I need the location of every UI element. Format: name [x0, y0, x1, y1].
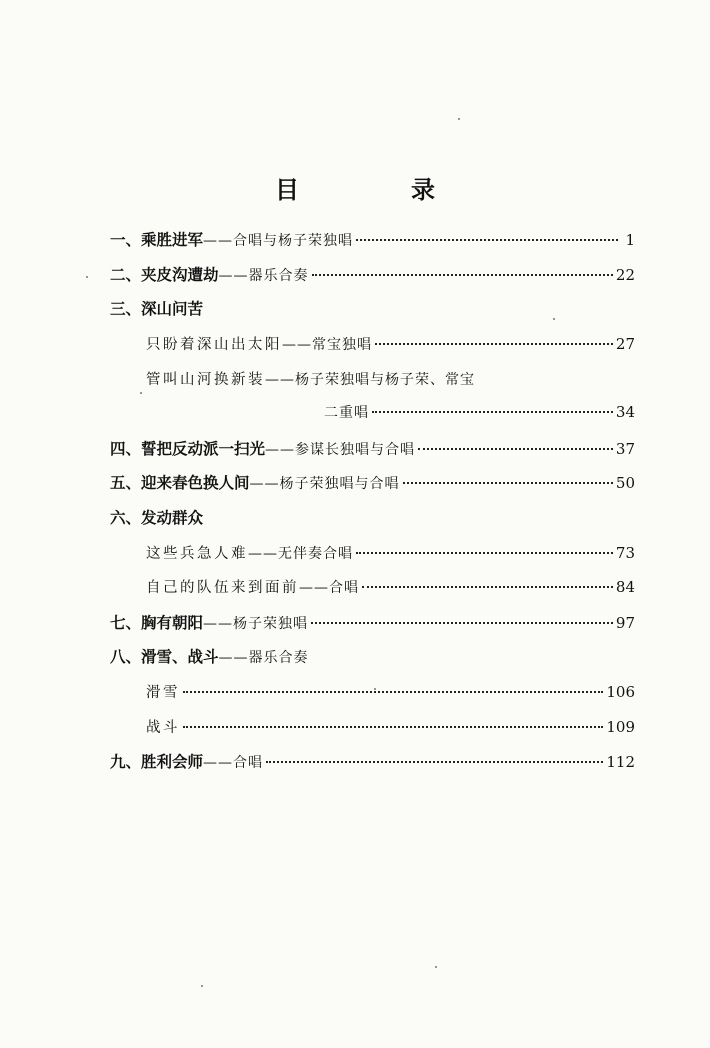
entry-page-number: 112: [606, 753, 635, 771]
entry-heading: 九、胜利会师: [110, 753, 204, 771]
entry-description: ——杨子荣独唱: [203, 615, 309, 632]
entry-heading: 七、胸有朝阳: [110, 613, 204, 632]
dot-leader: [183, 726, 603, 728]
entry-page-number: 22: [615, 265, 635, 284]
entry-page-number: 109: [606, 717, 635, 736]
entry-heading: 四、誓把反动派一扫光: [110, 439, 266, 458]
toc-entry-4[interactable]: [110, 437, 635, 472]
entry-description: ——杨子荣独唱与杨子荣、常宝: [265, 371, 475, 388]
table-of-contents: [110, 228, 635, 786]
toc-subentry-8-1[interactable]: [110, 681, 635, 716]
entry-page-number: 97: [615, 613, 635, 632]
entry-description: ——器乐合奏: [218, 650, 309, 666]
page-title: 目 录: [275, 176, 479, 204]
dot-leader: [266, 761, 603, 763]
entry-description: ——合唱: [299, 580, 359, 596]
entry-page-number: 84: [615, 578, 635, 596]
subentry-title: 滑雪: [146, 685, 180, 701]
toc-subentry-3-1[interactable]: [110, 333, 635, 368]
dot-leader: [418, 448, 613, 450]
entry-heading: 三、深山问苦: [110, 300, 204, 318]
entry-heading: 八、滑雪、战斗: [110, 648, 219, 666]
entry-description: ——无伴奏合唱: [248, 545, 353, 562]
entry-page-number: 50: [615, 474, 635, 492]
entry-description: 二重唱: [324, 405, 369, 421]
entry-heading: 五、迎来春色换人间: [110, 474, 250, 492]
dot-leader: [362, 586, 613, 588]
dot-leader: [372, 411, 613, 413]
entry-page-number: 34: [615, 403, 635, 421]
toc-entry-7[interactable]: [110, 611, 635, 646]
scan-speck: [458, 118, 460, 120]
dot-leader: [375, 343, 613, 345]
scan-speck: [201, 985, 203, 987]
scan-speck: [374, 688, 376, 690]
dot-leader: [356, 552, 613, 554]
entry-description: ——常宝独唱: [282, 337, 372, 353]
toc-subentry-3-2-continued[interactable]: [110, 402, 635, 437]
toc-entry-2[interactable]: [110, 263, 635, 298]
toc-subentry-8-2[interactable]: [110, 716, 635, 751]
subentry-title: 这些兵急人难: [146, 545, 248, 562]
entry-description: ——合唱: [203, 755, 264, 771]
dot-leader: [356, 239, 618, 241]
dot-leader: [311, 622, 613, 624]
dot-leader: [312, 274, 613, 276]
toc-subentry-6-1[interactable]: [110, 542, 635, 577]
dot-leader: [403, 482, 613, 484]
entry-page-number: 73: [615, 543, 635, 562]
scan-speck: [553, 318, 555, 320]
entry-description: ——杨子荣独唱与合唱: [249, 476, 400, 492]
entry-page-number: 1: [625, 231, 635, 249]
toc-subentry-6-2[interactable]: [110, 576, 635, 611]
toc-entry-9[interactable]: [110, 750, 635, 786]
scan-speck: [435, 966, 437, 968]
scan-speck: [86, 276, 88, 278]
entry-heading: 一、乘胜进军: [110, 231, 204, 249]
toc-entry-1[interactable]: [110, 228, 635, 263]
entry-heading: 六、发动群众: [110, 508, 204, 527]
toc-entry-3[interactable]: [110, 297, 635, 333]
toc-entry-6[interactable]: [110, 506, 635, 542]
entry-description: ——参谋长独唱与合唱: [265, 441, 416, 458]
subentry-title: 只盼着深山出太阳: [146, 337, 282, 353]
toc-subentry-3-2[interactable]: [110, 368, 635, 403]
entry-heading: 二、夹皮沟遭劫: [110, 265, 219, 284]
dot-leader: [183, 691, 603, 693]
entry-page-number: 37: [615, 439, 635, 458]
scan-speck: [140, 392, 142, 394]
subentry-title: 管叫山河换新装: [146, 371, 265, 388]
entry-page-number: 27: [615, 335, 635, 353]
subentry-title: 自己的队伍来到面前: [146, 580, 299, 596]
entry-description: ——器乐合奏: [218, 267, 309, 284]
subentry-title: 战斗: [146, 719, 180, 736]
toc-entry-5[interactable]: [110, 471, 635, 506]
entry-page-number: 106: [606, 683, 635, 701]
toc-entry-8[interactable]: [110, 645, 635, 681]
entry-description: ——合唱与杨子荣独唱: [203, 233, 354, 249]
